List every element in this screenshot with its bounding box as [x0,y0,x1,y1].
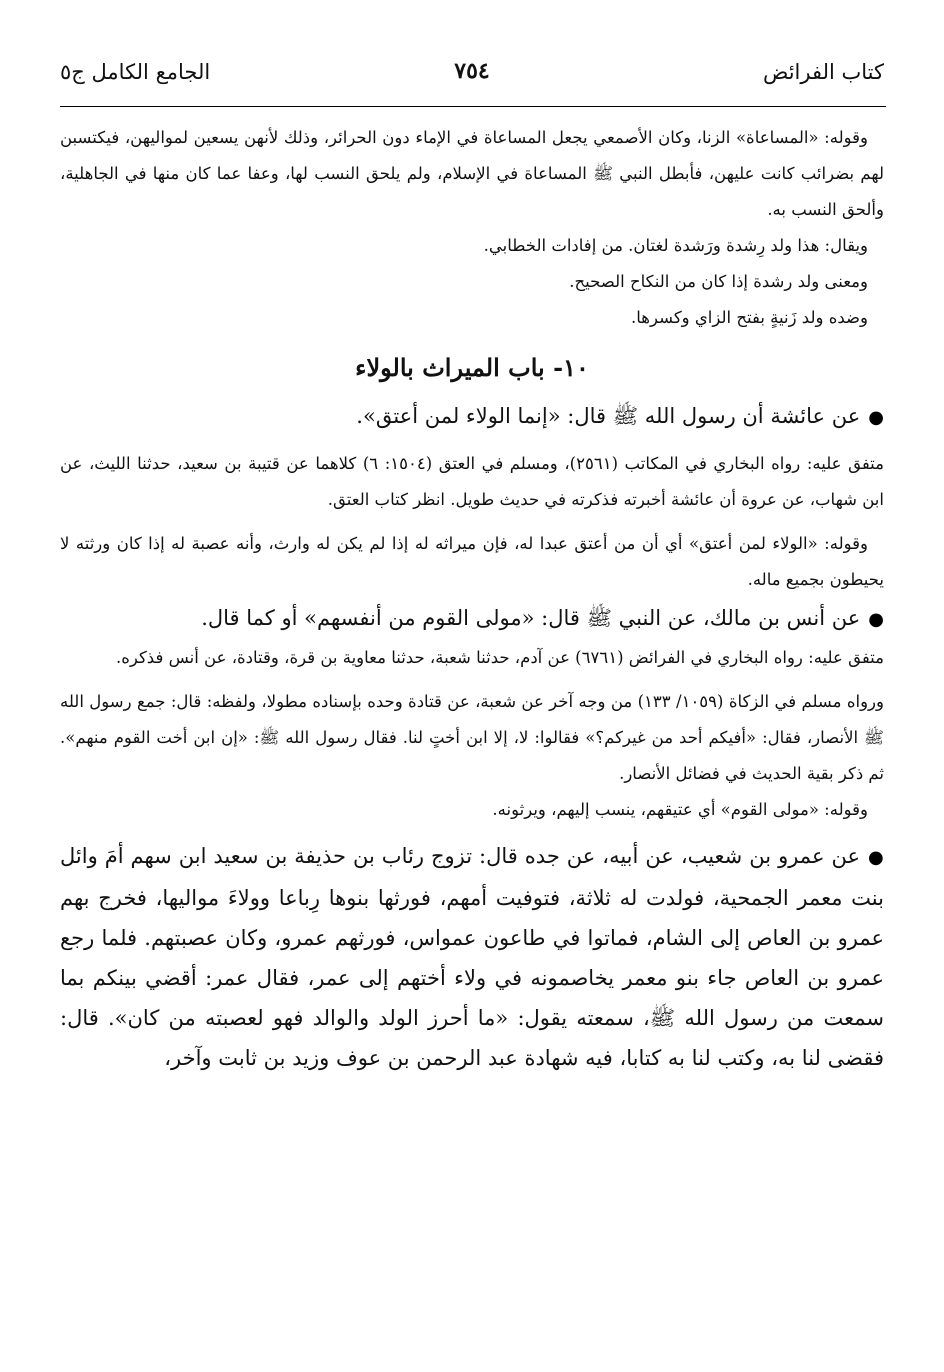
book-volume-title: الجامع الكامل ج٥ [60,60,211,84]
takhrij-paragraph: متفق عليه: رواه البخاري في المكاتب (٢٥٦١)، ومسلم في العتق (١٥٠٤: ٦) كلاهما عن قتيبة بن سعيد، حدثنا الليث، عن ابن شهاب، عن عروة أن عائشة أخبرته فذكرته في حديث طويل. انظر كتاب العتق. [60,454,884,509]
chapter-heading: ١٠- باب الميراث بالولاء [355,353,589,382]
hadith-text: عن أنس بن مالك، عن النبي ﷺ قال: «مولى القوم من أنفسهم» أو كما قال. [201,606,861,630]
takhrij-paragraph: متفق عليه: رواه البخاري في الفرائض (٦٧٦١) عن آدم، حدثنا شعبة، حدثنا معاوية بن قرة، وقتادة، عن أنس فذكره. [115,648,884,667]
bullet-icon: ● [867,847,884,868]
book-section-title: كتاب الفرائض [762,60,884,84]
page-body [60,120,884,1078]
bullet-icon: ● [868,407,884,428]
hadith-text: عن عمرو بن شعيب، عن أبيه، عن جده قال: تزوج رئاب بن حذيفة بن سعيد ابن سهم أمَ وائل بنت معمر الجمحية، فولدت له ثلاثة، فتوفيت أمهم، فورثها بنوها رِباعا وولاءَ مواليها، فخرج بهم عمرو بن العاص إلى الشام، فماتوا في طاعون عمواس، فورثهم عمرو، وكان عصبتهم. فلما رجع عمرو بن العاص جاء بنو معمر يخاصمونه في ولاء أختهم إلى عمر، فقال عمر: أقضي بينكم بما سمعت من رسول الله ﷺ، سمعته يقول: «ما أحرز الولد والوالد فهو لعصبته من كان». قال: فقضى لنا به، وكتب لنا به كتابا، فيه شهادة عبد الرحمن بن عوف وزيد بن ثابت وآخر، [60,844,884,1070]
commentary-paragraph: ويقال: هذا ولد رِشدة ورَشدة لغتان. من إفادات الخطابي. [483,236,868,255]
takhrij-paragraph: ورواه مسلم في الزكاة (١٠٥٩/ ١٣٣) من وجه آخر عن شعبة، عن قتادة وحده بإسناده مطولا، ولفظه: قال: جمع رسول الله ﷺ الأنصار، فقال: «أفيكم أحد من غيركم؟» فقالوا: لا، إلا ابن أختٍ لنا. فقال رسول الله ﷺ: «إن ابن أخت القوم منهم». ثم ذكر بقية الحديث في فضائل الأنصار. [60,692,884,783]
header-divider [60,106,886,107]
commentary-paragraph: ومعنى ولد رشدة إذا كان من النكاح الصحيح. [569,272,868,291]
page-number: ٧٥٤ [454,58,490,84]
hadith-text: عن عائشة أن رسول الله ﷺ قال: «إنما الولاء لمن أعتق». [356,404,861,428]
commentary-paragraph: وقوله: «مولى القوم» أي عتيقهم، ينسب إليهم، ويرثونه. [492,800,868,819]
hadith-paragraph [60,598,884,640]
hadith-paragraph [60,396,884,438]
commentary-paragraph: وضده ولد زَنيةٍ بفتح الزاي وكسرها. [631,308,868,327]
page-header [60,56,884,96]
commentary-paragraph: وقوله: «الولاء لمن أعتق» أي أن من أعتق عبدا له، فإن ميراثه له إذا لم يكن له وارث، وأنه عصبة له إذا كان ورثته لا يحيطون بجميع ماله. [60,534,884,589]
hadith-paragraph [60,836,884,1078]
commentary-paragraph: وقوله: «المساعاة» الزنا، وكان الأصمعي يجعل المساعاة في الإماء دون الحرائر، وذلك لأنهن يسعين لمواليهن، فيكتسبن لهم بضرائب كانت عليهن، فأبطل النبي ﷺ المساعاة في الإسلام، ولم يلحق النسب لها، وعفا عما كان منها في الجاهلية، وألحق النسب به. [60,128,884,219]
bullet-icon: ● [868,609,884,630]
